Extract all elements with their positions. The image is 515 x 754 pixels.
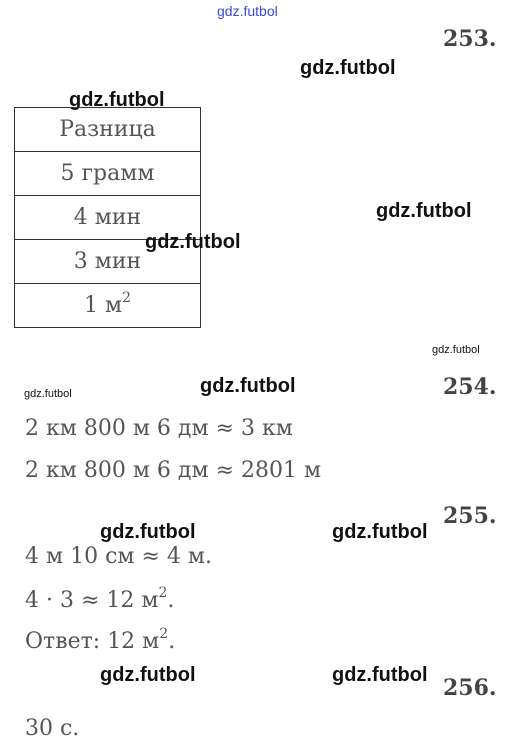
table-row <box>15 284 201 328</box>
superscript: 2 <box>159 625 169 642</box>
table-cell: Разница <box>15 108 201 152</box>
watermark: gdz.futbol <box>100 664 196 686</box>
task-number-253: 253. <box>443 26 497 52</box>
watermark: gdz.futbol <box>200 375 296 397</box>
table-cell-area <box>15 284 201 328</box>
line-end: . <box>168 629 176 654</box>
watermark: gdz.futbol <box>69 89 165 111</box>
cell-text: 1 м <box>83 293 123 318</box>
table-cell: 4 мин <box>15 196 201 240</box>
watermark: gdz.futbol <box>145 231 241 253</box>
answer-line: 4 м 10 см ≈ 4 м. <box>25 544 213 569</box>
watermark: gdz.futbol <box>332 521 428 543</box>
watermark: gdz.futbol <box>332 664 428 686</box>
line-text: 4 · 3 ≈ 12 м <box>25 588 159 613</box>
table-row <box>15 108 201 152</box>
watermark-small: gdz.futbol <box>24 388 72 400</box>
task-number-254: 254. <box>443 374 497 400</box>
answer-line: 2 км 800 м 6 дм ≈ 2801 м <box>25 458 322 483</box>
difference-table <box>14 107 201 328</box>
task-number-255: 255. <box>443 503 497 529</box>
superscript: 2 <box>158 584 168 601</box>
answer-line: 2 км 800 м 6 дм ≈ 3 км <box>25 416 293 441</box>
watermark-top: gdz.futbol <box>217 3 278 19</box>
line-end: . <box>167 588 175 613</box>
answer-line <box>25 625 176 654</box>
table-cell: 5 грамм <box>15 152 201 196</box>
table-row <box>15 152 201 196</box>
answer-line: 30 с. <box>25 716 80 741</box>
table-cell: 3 мин <box>15 240 201 284</box>
task-number-256: 256. <box>443 675 497 701</box>
watermark: gdz.futbol <box>100 521 196 543</box>
watermark-small: gdz.futbol <box>432 344 480 356</box>
superscript: 2 <box>122 289 132 306</box>
line-text: Ответ: 12 м <box>25 629 160 654</box>
watermark: gdz.futbol <box>376 200 472 222</box>
answer-line <box>25 584 175 613</box>
watermark: gdz.futbol <box>300 57 396 79</box>
